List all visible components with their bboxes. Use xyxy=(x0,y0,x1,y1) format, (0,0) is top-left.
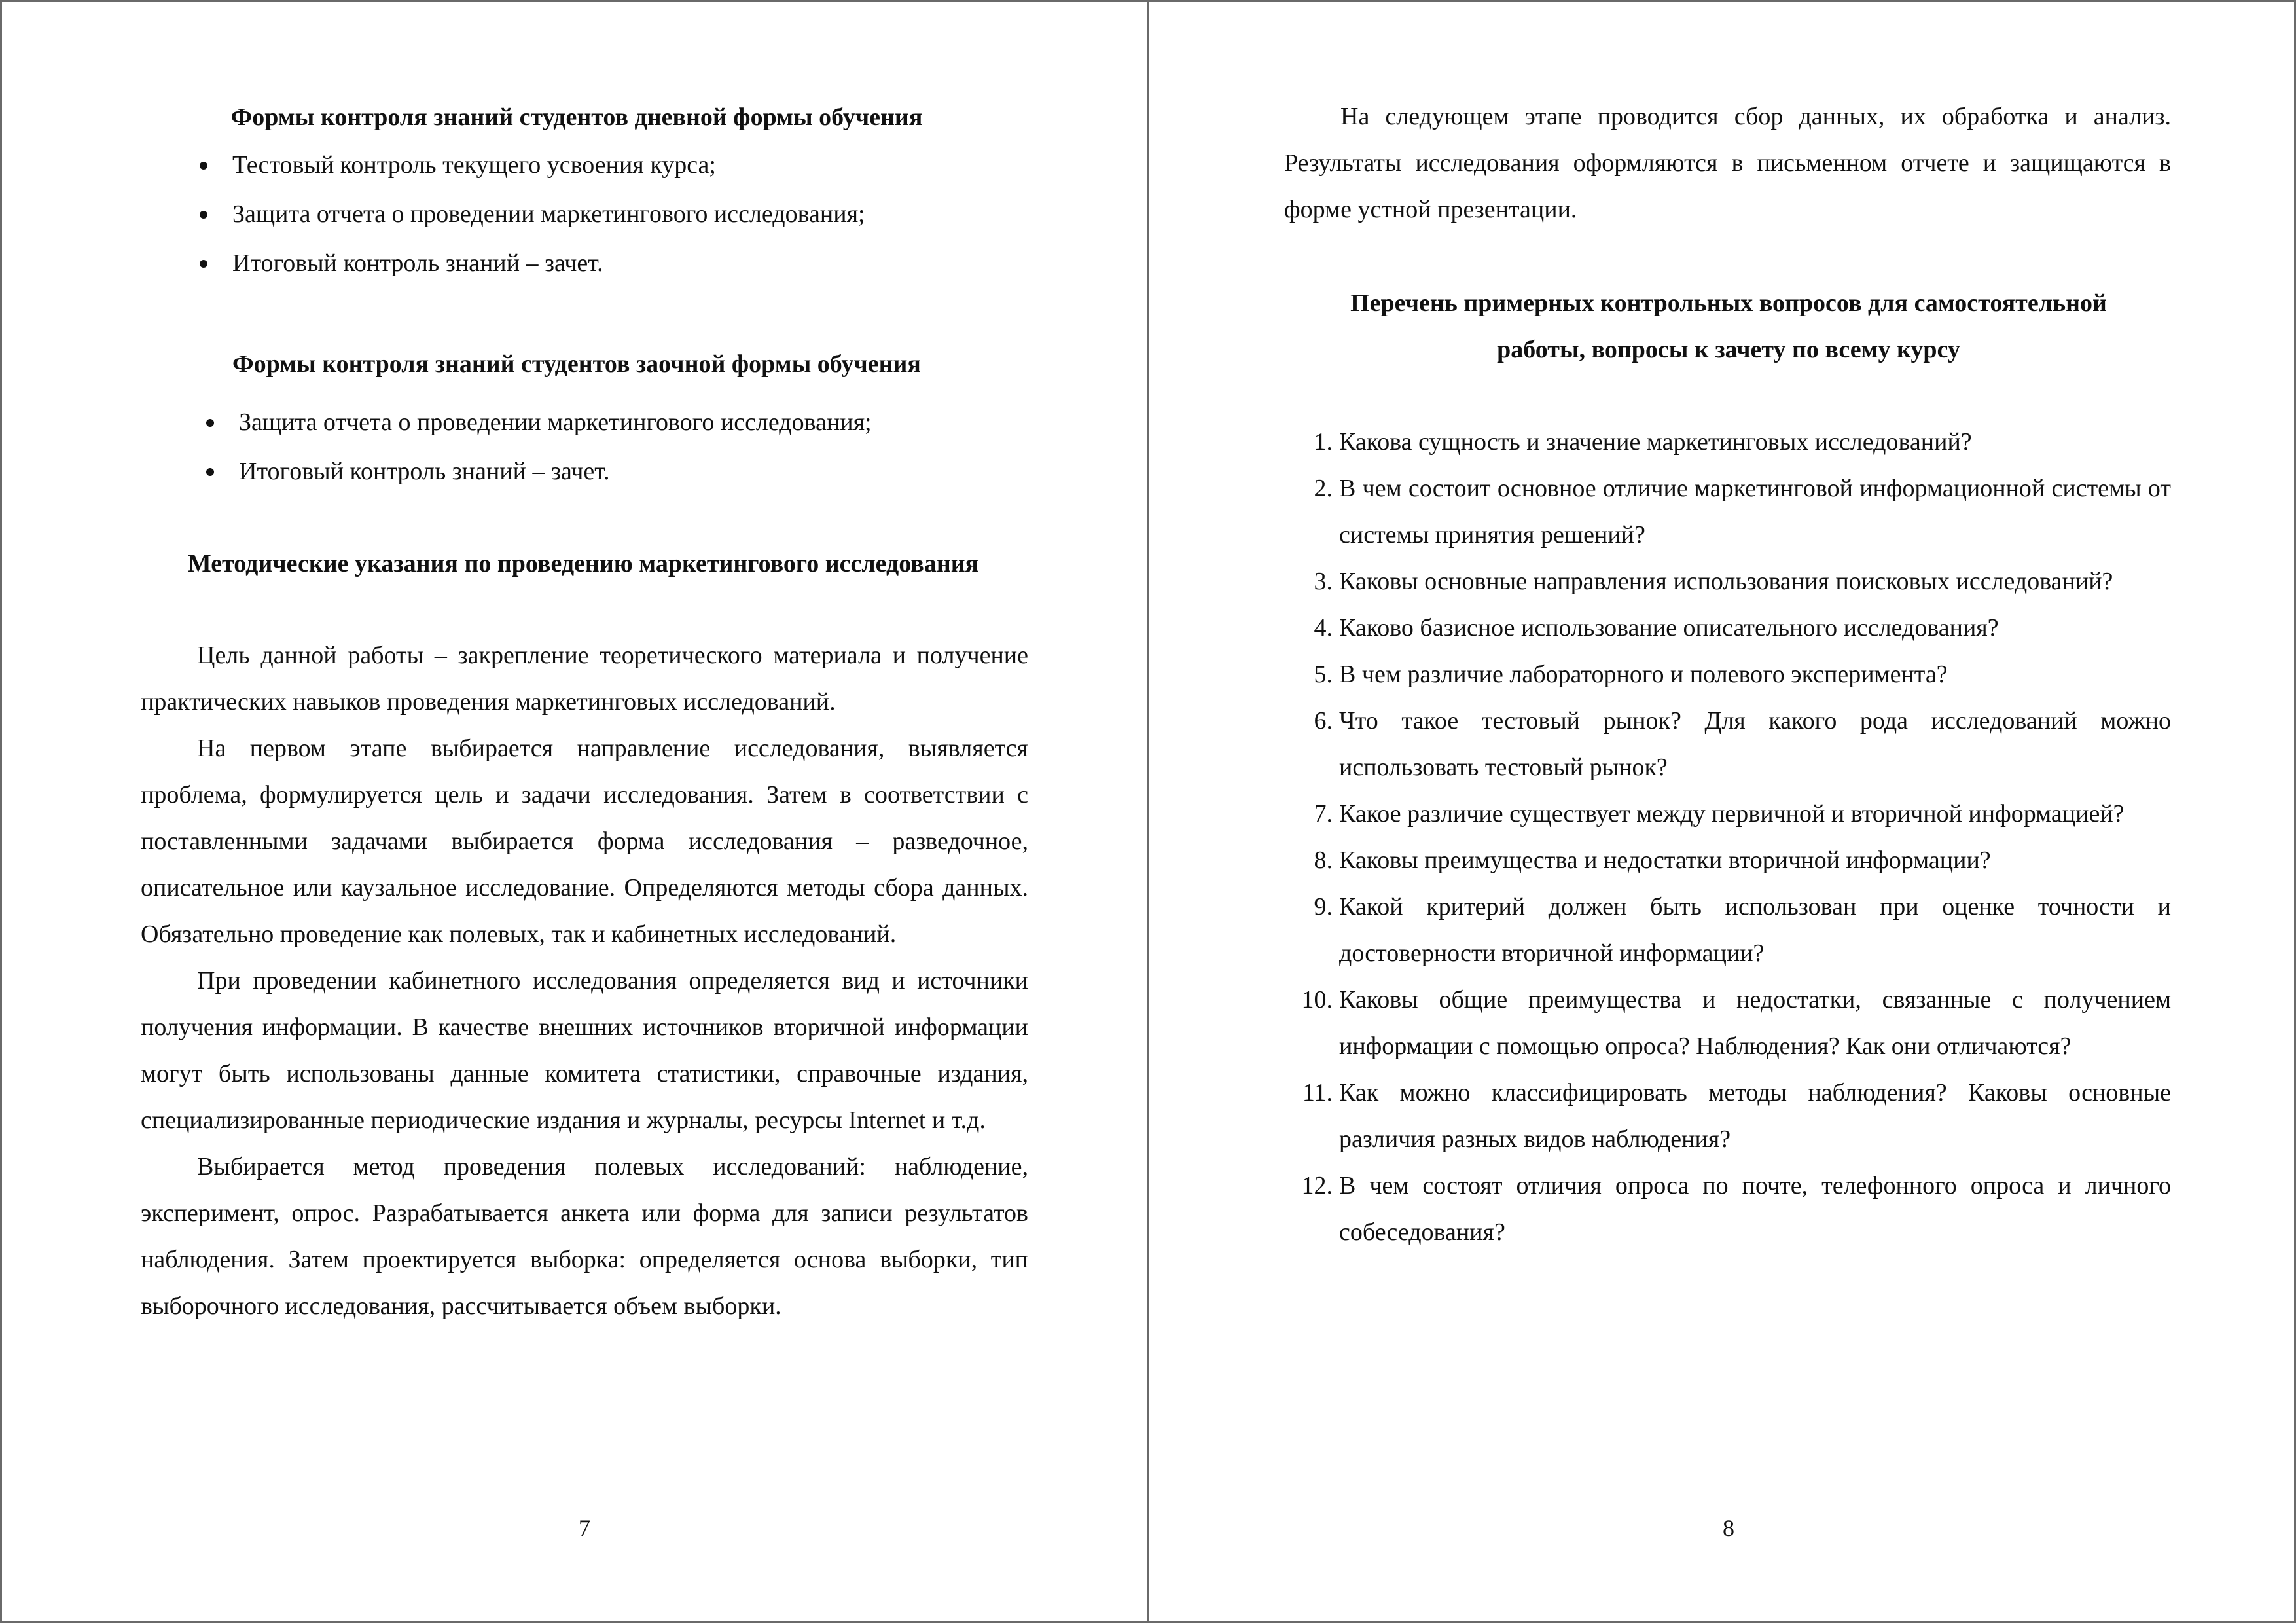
question-text: В чем различие лабораторного и полевого эксперимента? xyxy=(1339,661,1948,688)
question-number: 4. xyxy=(1314,614,1333,642)
question-item xyxy=(1280,605,2171,651)
heading-daytime-control: Формы контроля знаний студентов дневной формы обучения xyxy=(230,103,923,131)
list-item-text: Защита отчета о проведении маркетингового исследования; xyxy=(232,200,865,228)
question-number: 12. xyxy=(1301,1172,1333,1199)
question-item xyxy=(1280,837,2171,884)
bullet-icon xyxy=(206,419,214,427)
list-item-text: Итоговый контроль знаний – зачет. xyxy=(239,458,610,485)
question-item xyxy=(1280,651,2171,698)
bullet-icon xyxy=(200,211,207,219)
document-page-right xyxy=(1147,0,2296,1623)
heading-correspondence-control: Формы контроля знаний студентов заочной формы обучения xyxy=(232,350,921,378)
question-text: Каковы общие преимущества и недостатки, связанные с получением информации с помощью опроса? Наблюдения? Как они отличаются? xyxy=(1339,986,2171,1060)
list-item-text: Защита отчета о проведении маркетингового исследования; xyxy=(239,409,872,436)
page-number: 7 xyxy=(579,1515,590,1541)
page-number: 8 xyxy=(1723,1515,1734,1541)
question-item xyxy=(1280,1070,2171,1163)
intro-paragraph-block xyxy=(1284,94,2171,233)
list-item xyxy=(196,239,1047,288)
question-number: 8. xyxy=(1314,847,1333,874)
paragraph: На следующем этапе проводится сбор данных, их обработка и анализ. Результаты исследования оформляются в письменном отчете и защищаются в форме устной презентации. xyxy=(1284,103,2171,223)
question-number: 5. xyxy=(1314,661,1333,688)
question-text: Что такое тестовый рынок? Для какого рода исследований можно использовать тестовый рынок? xyxy=(1339,707,2171,781)
question-number: 3. xyxy=(1314,568,1333,595)
list-item xyxy=(196,190,1047,239)
guidelines-text xyxy=(141,632,1028,1330)
question-text: Какова сущность и значение маркетинговых исследований? xyxy=(1339,428,1972,456)
bullet-icon xyxy=(200,260,207,268)
heading-questions: Перечень примерных контрольных вопросов для самостоятельной работы, вопросы к зачету по всему курсу xyxy=(1350,289,2107,363)
question-item xyxy=(1280,791,2171,837)
question-number: 10. xyxy=(1301,986,1333,1013)
question-text: Каковы преимущества и недостатки вторичной информации? xyxy=(1339,847,1991,874)
question-text: В чем состоит основное отличие маркетинговой информационной системы от системы принятия решений? xyxy=(1339,475,2171,549)
question-number: 6. xyxy=(1314,707,1333,735)
question-number: 7. xyxy=(1314,800,1333,828)
question-text: Как можно классифицировать методы наблюдения? Каковы основные различия разных видов наблюдения? xyxy=(1339,1079,2171,1153)
question-number: 11. xyxy=(1302,1079,1333,1106)
paragraph: На первом этапе выбирается направление исследования, выявляется проблема, формулируется цель и задачи исследования. Затем в соответствии с поставленными задачами выбирается форма исследования – разведочное, описательное или каузальное исследование. Определяются методы сбора данных. Обязательно проведение как полевых, так и кабинетных исследований. xyxy=(141,735,1028,948)
questions-list xyxy=(1280,419,2171,1256)
question-number: 1. xyxy=(1314,428,1333,456)
paragraph: При проведении кабинетного исследования определяется вид и источники получения информации. В качестве внешних источников вторичной информации могут быть использованы данные комитета статистики, справочные издания, специализированные периодические издания и журналы, ресурсы Internet и т.д. xyxy=(141,967,1028,1134)
question-item xyxy=(1280,419,2171,465)
bullet-icon xyxy=(206,468,214,476)
list-item xyxy=(202,398,1053,447)
question-text: Каково базисное использование описательного исследования? xyxy=(1339,614,1999,642)
daytime-control-list xyxy=(196,141,1047,288)
question-number: 2. xyxy=(1314,475,1333,502)
question-item xyxy=(1280,1163,2171,1256)
question-item xyxy=(1280,884,2171,977)
question-number: 9. xyxy=(1314,893,1333,921)
list-item-text: Итоговый контроль знаний – зачет. xyxy=(232,249,603,277)
list-item xyxy=(202,447,1053,496)
list-item xyxy=(196,141,1047,190)
paragraph: Выбирается метод проведения полевых исследований: наблюдение, эксперимент, опрос. Разрабатывается анкета или форма для записи результатов наблюдения. Затем проектируется выборка: определяется основа выборки, тип выборочного исследования, рассчитывается объем выборки. xyxy=(141,1153,1028,1320)
question-text: В чем состоят отличия опроса по почте, телефонного опроса и личного собеседования? xyxy=(1339,1172,2171,1246)
question-item xyxy=(1280,698,2171,791)
list-item-text: Тестовый контроль текущего усвоения курса; xyxy=(232,151,716,179)
question-text: Какой критерий должен быть использован при оценке точности и достоверности вторичной информации? xyxy=(1339,893,2171,967)
bullet-icon xyxy=(200,162,207,170)
question-item xyxy=(1280,465,2171,558)
heading-guidelines: Методические указания по проведению маркетингового исследования xyxy=(187,550,979,577)
question-text: Какое различие существует между первичной и вторичной информацией? xyxy=(1339,800,2125,828)
paragraph: Цель данной работы – закрепление теоретического материала и получение практических навыков проведения маркетинговых исследований. xyxy=(141,642,1028,716)
question-item xyxy=(1280,977,2171,1070)
question-item xyxy=(1280,558,2171,605)
correspondence-control-list xyxy=(202,398,1053,496)
question-text: Каковы основные направления использования поисковых исследований? xyxy=(1339,568,2113,595)
